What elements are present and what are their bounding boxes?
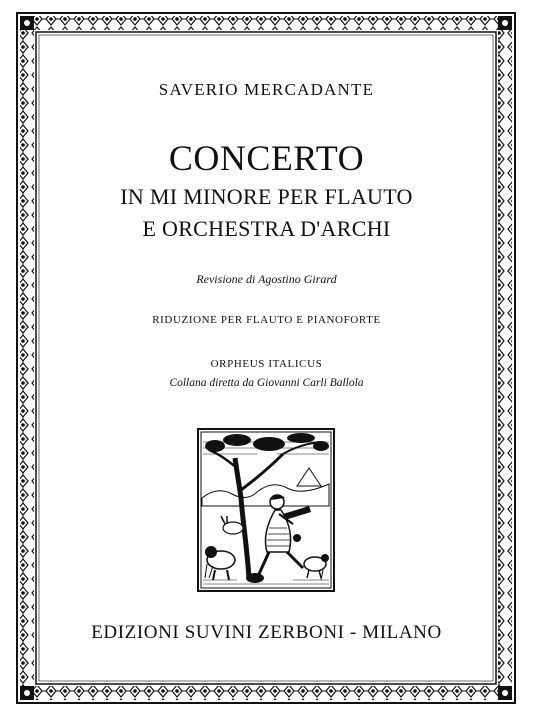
publisher-imprint: EDIZIONI SUVINI ZERBONI - MILANO [91,622,442,643]
series-name: ORPHEUS ITALICUS [210,358,323,370]
work-subtitle-line-1: IN MI MINORE PER FLAUTO [120,184,413,209]
work-title: CONCERTO [168,138,365,178]
orpheus-woodcut-illustration-icon [197,428,335,592]
work-subtitle-line-2: E ORCHESTRA D'ARCHI [142,216,391,241]
reduction-note: RIDUZIONE PER FLAUTO E PIANOFORTE [152,314,381,326]
revision-credit: Revisione di Agostino Girard [196,272,337,286]
series-editor-credit: Collana diretta da Giovanni Carli Ballola [169,377,364,389]
composer-name: SAVERIO MERCADANTE [158,80,375,99]
